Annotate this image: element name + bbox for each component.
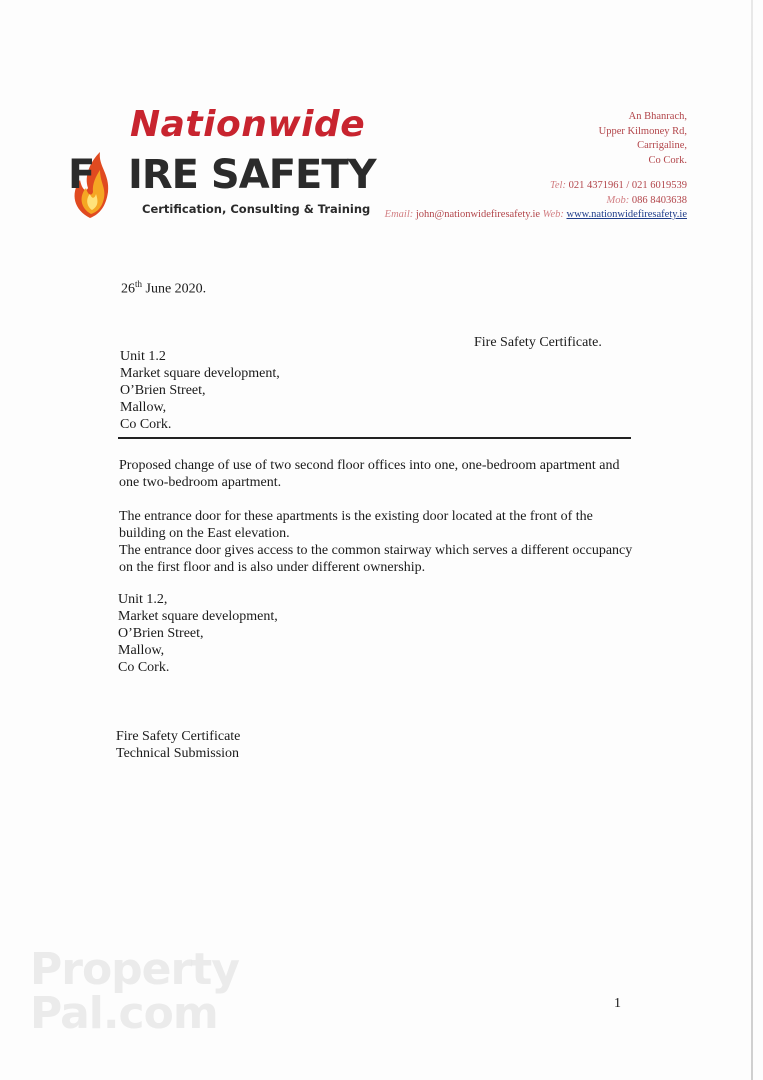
brand-tagline: Certification, Consulting & Training xyxy=(142,202,371,216)
watermark-line: Property xyxy=(30,944,239,995)
brand-name-main-text: IRE SAFETY xyxy=(128,152,376,198)
address-line: Co Cork. xyxy=(118,660,170,675)
page-number: 1 xyxy=(614,996,621,1011)
submission-title xyxy=(116,728,240,762)
address-line: Co Cork. xyxy=(120,417,172,432)
paragraph-proposal: Proposed change of use of two second floor offices into one, one-bedroom apartment and one two-bedroom apartment. xyxy=(119,458,620,490)
address-line: Unit 1.2 xyxy=(120,349,166,364)
email-label: Email: xyxy=(384,209,414,220)
address-line: O’Brien Street, xyxy=(118,626,204,641)
watermark-logo xyxy=(30,944,239,1039)
letter-date xyxy=(121,279,206,298)
web-label: Web: xyxy=(542,209,564,220)
tel-label: Tel: xyxy=(550,180,566,191)
certificate-title: Fire Safety Certificate. xyxy=(474,335,602,350)
email-value[interactable]: john@nationwidefiresafety.ie xyxy=(415,209,541,220)
address-line: Co Cork. xyxy=(648,154,687,166)
brand-first-letter: F xyxy=(68,152,96,198)
brand-name-top: Nationwide xyxy=(130,104,366,145)
mob-value: 086 8403638 xyxy=(631,194,687,206)
address-line: Mallow, xyxy=(120,400,167,415)
address-line: Upper Kilmoney Rd, xyxy=(598,125,687,137)
tel-value: 021 4371961 / 021 6019539 xyxy=(568,180,687,191)
recipient-address xyxy=(120,348,280,433)
company-contact xyxy=(385,179,687,223)
submission-line: Technical Submission xyxy=(116,746,240,761)
email-web-line xyxy=(385,208,687,223)
mob-label: Mob: xyxy=(606,194,630,206)
address-line: Mallow, xyxy=(118,643,165,658)
company-address xyxy=(599,110,687,168)
paragraph-entrance xyxy=(119,508,639,576)
paragraph-entrance-a: The entrance door for these apartments is the existing door located at the front of the building on the East elevation. xyxy=(119,509,593,541)
page-edge xyxy=(751,0,753,1080)
paragraph-entrance-b: The entrance door gives access to the common stairway which serves a different occupancy on the first floor and is also under different ownership. xyxy=(119,543,633,575)
submission-line: Fire Safety Certificate xyxy=(116,729,241,744)
web-link[interactable]: www.nationwidefiresafety.ie xyxy=(566,209,687,220)
address-line: An Bhanrach, xyxy=(628,111,687,122)
date-suffix: th xyxy=(135,279,143,289)
address-line: O’Brien Street, xyxy=(120,383,206,398)
company-logo xyxy=(64,102,376,227)
phone-line xyxy=(385,179,687,194)
watermark-line: Pal.com xyxy=(30,988,218,1039)
address-line: Market square development, xyxy=(118,609,278,624)
address-line: Carrigaline, xyxy=(637,140,687,151)
address-line: Unit 1.2, xyxy=(118,592,168,607)
date-rest: June 2020. xyxy=(142,281,207,297)
site-address xyxy=(118,591,278,676)
mobile-line xyxy=(385,194,687,209)
divider-rule xyxy=(118,437,631,439)
brand-name-main xyxy=(114,152,376,198)
date-day: 26 xyxy=(121,281,135,297)
address-line: Market square development, xyxy=(120,366,280,381)
